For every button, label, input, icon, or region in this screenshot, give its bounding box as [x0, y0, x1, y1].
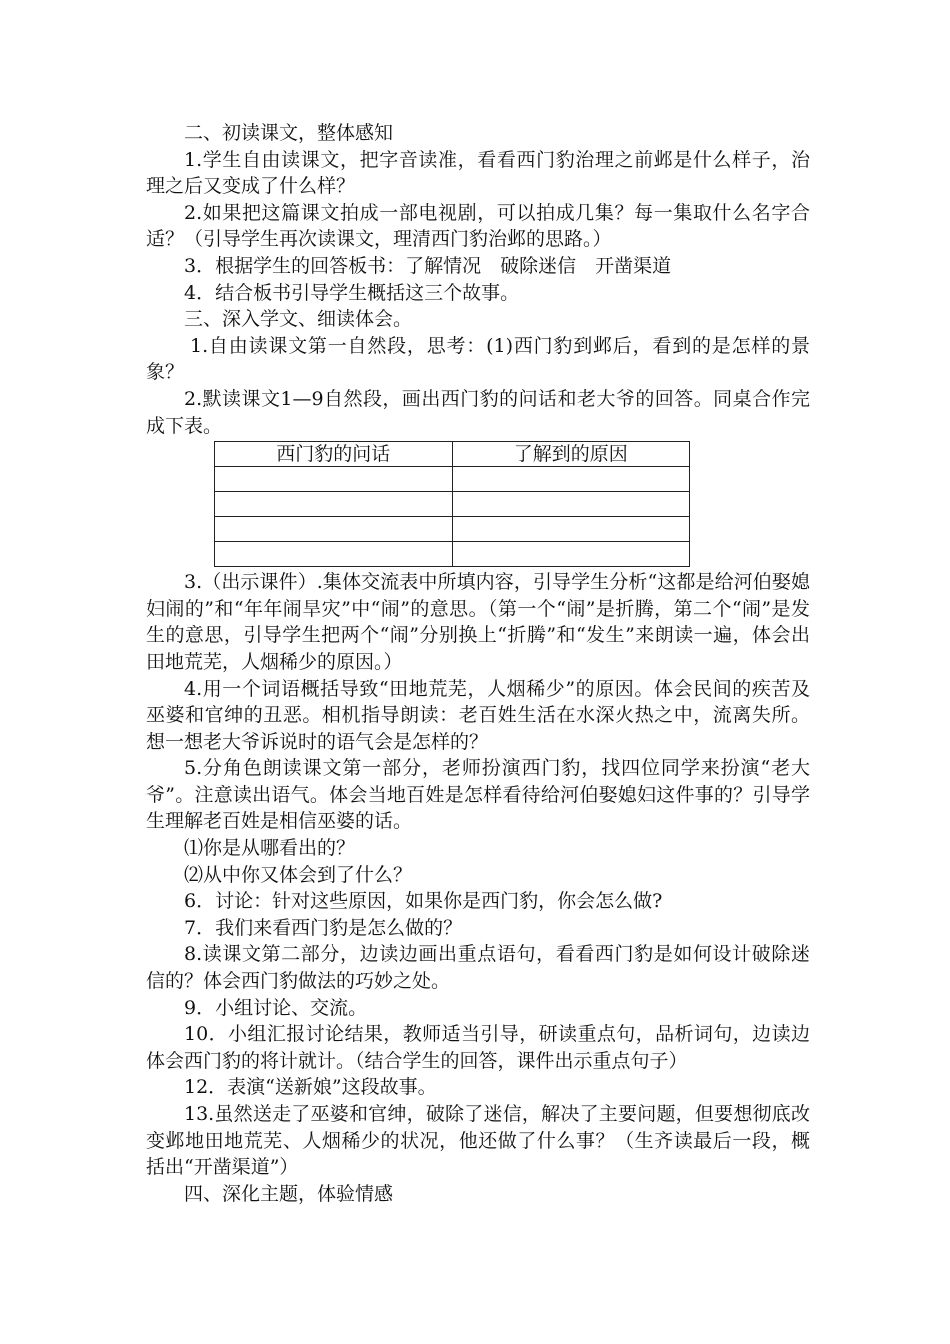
section-heading-3: 三、深入学文、细读体会。 [184, 308, 413, 331]
paragraph-3-10: 10．小组汇报讨论结果，教师适当引导，研读重点句，品析词句，边读边体会西门豹的将计就计。（结合学生的回答，课件出示重点句子） [146, 1023, 810, 1072]
paragraph-3-12: 12．表演“送新娘”这段故事。 [184, 1076, 437, 1099]
paragraph-2-2: 2.如果把这篇课文拍成一部电视剧，可以拍成几集？每一集取什么名字合适？（引导学生再次读课文，理清西门豹治邺的思路。） [146, 201, 810, 251]
paragraph-3-2: 2.默读课文1—9自然段，画出西门豹的问话和老大爷的回答。同桌合作完成下表。 [146, 387, 810, 437]
document-body [146, 120, 810, 1207]
table-cell [215, 542, 453, 567]
table-cell [215, 492, 453, 517]
section-heading-4: 四、深化主题，体验情感 [184, 1182, 394, 1205]
worksheet-table [214, 441, 690, 567]
paragraph-3-8: 8.读课文第二部分，边读边画出重点语句，看看西门豹是如何设计破除迷信的？体会西门豹做法的巧妙之处。 [146, 943, 810, 993]
paragraph-2-4: 4．结合板书引导学生概括这三个故事。 [184, 281, 520, 304]
paragraph-2-3: 3．根据学生的回答板书：了解情况 破除迷信 开凿渠道 [184, 254, 672, 277]
table-cell [452, 492, 690, 517]
table-cell [215, 467, 453, 492]
table-row [215, 467, 690, 492]
table-cell [452, 517, 690, 542]
table-cell [452, 467, 690, 492]
paragraph-2-1: 1.学生自由读课文，把字音读准，看看西门豹治理之前邺是什么样子，治理之后又变成了什么样？ [146, 148, 810, 198]
table-header-row [215, 442, 690, 467]
paragraph-3-4: 4.用一个词语概括导致“田地荒芜，人烟稀少”的原因。体会民间的疾苦及巫婆和官绅的丑恶。相机指导朗读：老百姓生活在水深火热之中，流离失所。想一想老大爷诉说时的语气会是怎样的？ [146, 677, 810, 753]
paragraph-3-5a: ⑴你是从哪看出的？ [184, 837, 356, 860]
paragraph-3-7: 7．我们来看西门豹是怎么做的？ [184, 916, 463, 939]
paragraph-3-6: 6．讨论：针对这些原因，如果你是西门豹，你会怎么做? [184, 890, 663, 913]
table-header-reason: 了解到的原因 [452, 442, 690, 467]
paragraph-3-9: 9．小组讨论、交流。 [184, 996, 368, 1019]
paragraph-3-5: 5.分角色朗读课文第一部分，老师扮演西门豹，找四位同学来扮演“老大爷”。注意读出语气。体会当地百姓是怎样看待给河伯娶媳妇这件事的？引导学生理解老百姓是相信巫婆的话。 [146, 757, 810, 833]
paragraph-3-5b: ⑵从中你又体会到了什么？ [184, 863, 413, 886]
paragraph-3-1: 1.自由读课文第一自然段，思考：(1)西门豹到邺后，看到的是怎样的景象？ [146, 334, 810, 384]
table-cell [452, 542, 690, 567]
table-row [215, 542, 690, 567]
table-row [215, 517, 690, 542]
table-cell [215, 517, 453, 542]
table-header-question: 西门豹的问话 [215, 442, 453, 467]
paragraph-3-13: 13.虽然送走了巫婆和官绅，破除了迷信，解决了主要问题，但要想彻底改变邺地田地荒芜、人烟稀少的状况，他还做了什么事？（生齐读最后一段，概括出“开凿渠道”） [146, 1103, 810, 1179]
table-row [215, 492, 690, 517]
paragraph-3-3: 3.（出示课件）.集体交流表中所填内容，引导学生分析“这都是给河伯娶媳妇闹的”和“年年闹旱灾”中“闹”的意思。（第一个“闹”是折腾，第二个“闹”是发生的意思，引导学生把两个“闹”分别换上“折腾”和“发生”来朗读一遍，体会出田地荒芜，人烟稀少的原因。） [146, 571, 810, 673]
section-heading-2: 二、初读课文，整体感知 [184, 122, 394, 144]
